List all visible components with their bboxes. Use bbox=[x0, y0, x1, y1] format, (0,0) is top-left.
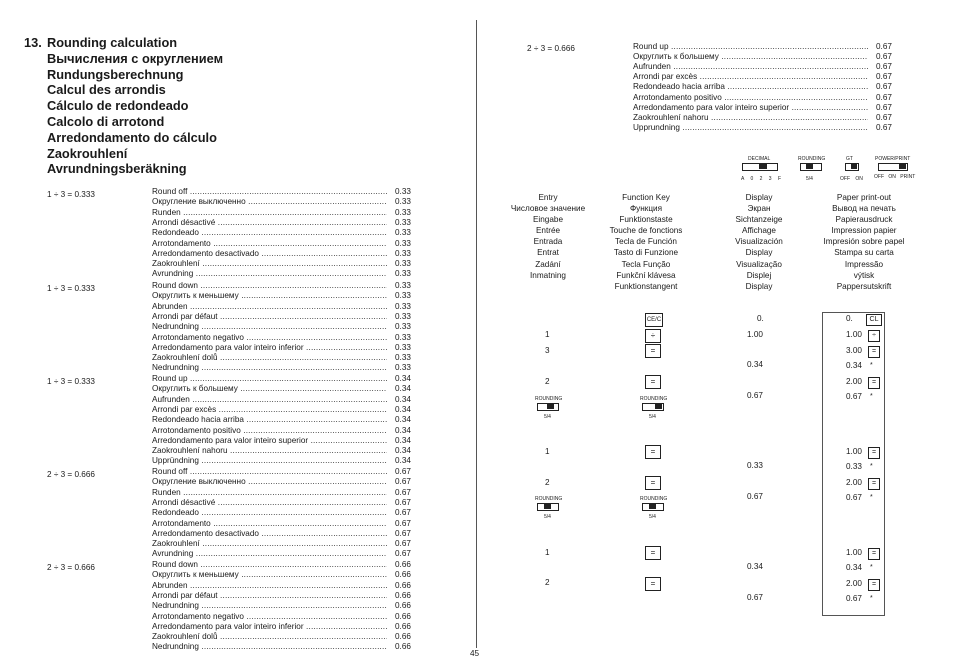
row-value: 0.33 bbox=[395, 301, 411, 311]
section-title-8: Avrundningsberäkning bbox=[47, 161, 187, 177]
row-label: Avrundning ..... bbox=[152, 549, 387, 559]
header-entry-line: Числовое значение bbox=[510, 204, 586, 214]
rounding-switch-knob bbox=[649, 503, 656, 509]
star-mark: * bbox=[870, 463, 873, 470]
table-row bbox=[152, 197, 432, 207]
entry-value: 1 bbox=[545, 548, 550, 557]
header-function-line: Function Key bbox=[622, 193, 670, 202]
table-row bbox=[633, 93, 913, 103]
row-label: Округление выключенно ..... bbox=[152, 197, 387, 207]
row-label: Arrotondamento ..... bbox=[152, 519, 387, 529]
row-value: 0.34 bbox=[395, 394, 411, 404]
row-value: 0.33 bbox=[395, 207, 411, 217]
table-row bbox=[152, 436, 432, 446]
row-value: 0.34 bbox=[395, 446, 411, 456]
row-value: 0.33 bbox=[395, 281, 411, 290]
display-value: 0.67 bbox=[747, 492, 763, 501]
row-value: 0.67 bbox=[395, 477, 411, 487]
table-row bbox=[152, 456, 432, 466]
row-label: Zaokrouhlení nahoru ..... bbox=[152, 446, 387, 456]
row-value: 0.67 bbox=[876, 102, 892, 112]
entry-value: 1 bbox=[545, 330, 550, 339]
table-row bbox=[152, 560, 432, 570]
equals-key[interactable]: = bbox=[645, 577, 661, 591]
row-label: Round up ..... bbox=[633, 42, 868, 52]
table-row bbox=[633, 82, 913, 92]
row-value: 0.34 bbox=[395, 425, 411, 435]
row-value: 0.67 bbox=[876, 122, 892, 132]
row-value: 0.67 bbox=[395, 518, 411, 528]
table-row bbox=[152, 591, 432, 601]
table-row bbox=[633, 72, 913, 82]
table-row bbox=[633, 103, 913, 113]
group-expression: 1 ÷ 3 = 0.333 bbox=[47, 190, 95, 199]
table-row bbox=[633, 123, 913, 133]
table-row bbox=[152, 363, 432, 373]
star-mark: * bbox=[870, 393, 873, 400]
row-value: 0.33 bbox=[395, 197, 411, 207]
row-value: 0.66 bbox=[395, 560, 411, 569]
row-label: Arredondamento para valor inteiro inferior ..... bbox=[152, 343, 387, 353]
equals-key[interactable]: = bbox=[645, 375, 661, 389]
tape-value: 0.34 bbox=[846, 563, 862, 572]
table-row bbox=[152, 508, 432, 518]
row-value: 0.66 bbox=[395, 580, 411, 590]
header-display-line: Экран bbox=[747, 204, 771, 214]
row-label: Arrondi par excès ..... bbox=[633, 72, 868, 82]
section-title-3: Calcul des arrondis bbox=[47, 82, 166, 98]
tape-value: 0.67 bbox=[846, 392, 862, 401]
row-label: Arredondamento para valor inteiro inferior ..... bbox=[152, 622, 387, 632]
row-value: 0.67 bbox=[395, 528, 411, 538]
header-function-line: Funkční klávesa bbox=[616, 270, 676, 280]
decimal-switch-label: DECIMAL bbox=[748, 156, 771, 162]
row-label: Round down ..... bbox=[152, 560, 387, 570]
tape-value: 0.67 bbox=[846, 594, 862, 603]
row-label: Nedrundning ..... bbox=[152, 363, 387, 373]
header-function-line: Touche de fonctions bbox=[609, 226, 683, 236]
table-row bbox=[152, 249, 432, 259]
rounding-switch-label: ROUNDING bbox=[535, 496, 563, 502]
tape-key-mark: = bbox=[868, 579, 880, 591]
group-expression: 1 ÷ 3 = 0.333 bbox=[47, 284, 95, 293]
row-value: 0.33 bbox=[395, 238, 411, 248]
display-value: 0.67 bbox=[747, 593, 763, 602]
row-value: 0.33 bbox=[395, 269, 411, 279]
header-display-line: Visualización bbox=[735, 237, 783, 247]
table-row bbox=[633, 52, 913, 62]
table-row bbox=[152, 333, 432, 343]
display-value: 0.34 bbox=[747, 360, 763, 369]
tape-key-mark: CL bbox=[866, 314, 882, 326]
row-value: 0.66 bbox=[395, 570, 411, 580]
row-value: 0.34 bbox=[395, 384, 411, 394]
divide-key[interactable]: ÷ bbox=[645, 329, 661, 343]
row-label: Round up ..... bbox=[152, 374, 387, 384]
row-label: Arrondi par défaut ..... bbox=[152, 591, 387, 601]
entry-value: 3 bbox=[545, 346, 550, 355]
row-label: Zaokrouhlení ..... bbox=[152, 539, 387, 549]
header-entry-line: Eingabe bbox=[532, 215, 564, 225]
section-title-4: Cálculo de redondeado bbox=[47, 98, 189, 114]
table-row bbox=[152, 549, 432, 559]
row-value: 0.33 bbox=[395, 217, 411, 227]
entry-value: 2 bbox=[545, 578, 550, 587]
rounding-switch-marks: 5/4 bbox=[544, 414, 551, 420]
header-function-line: Tecla Função bbox=[621, 259, 671, 269]
row-label: Runden ..... bbox=[152, 208, 387, 218]
table-row bbox=[152, 269, 432, 279]
table-row bbox=[633, 42, 913, 52]
header-paper bbox=[804, 192, 924, 292]
header-function-line: Tecla de Función bbox=[615, 237, 677, 247]
table-row bbox=[152, 239, 432, 249]
row-label: Aufrunden ..... bbox=[152, 395, 387, 405]
section-title-7: Zaokrouhlení bbox=[47, 145, 128, 161]
table-row bbox=[152, 343, 432, 353]
tape-value: 0.33 bbox=[846, 462, 862, 471]
header-paper-line: Stampa su carta bbox=[834, 248, 894, 258]
row-value: 0.67 bbox=[876, 82, 892, 92]
header-entry-line: Entry bbox=[538, 193, 558, 202]
row-label: Arrotondamento positivo ..... bbox=[152, 426, 387, 436]
tape-key-mark: = bbox=[868, 377, 880, 389]
row-label: Округлить к меньшему ..... bbox=[152, 570, 387, 580]
header-function-line: Funktionstangent bbox=[614, 281, 678, 291]
header-paper-line: Pappersutskrift bbox=[836, 281, 892, 291]
row-label: Arrotondamento positivo ..... bbox=[633, 93, 868, 103]
entry-value: 2 bbox=[545, 478, 550, 487]
rounding-switch-knob bbox=[544, 503, 551, 509]
tape-value: 0.67 bbox=[846, 493, 862, 502]
row-value: 0.67 bbox=[876, 112, 892, 122]
table-row bbox=[152, 312, 432, 322]
table-row bbox=[152, 187, 432, 197]
row-label: Zaokrouhlení nahoru ..... bbox=[633, 113, 868, 123]
section-title-1: Вычисления с округлением bbox=[47, 50, 224, 66]
table-row bbox=[152, 581, 432, 591]
row-label: Округлить к большему ..... bbox=[152, 384, 387, 394]
table-row bbox=[152, 612, 432, 622]
row-value: 0.33 bbox=[395, 332, 411, 342]
header-display-line: Sichtanzeige bbox=[735, 215, 783, 225]
display-value: 0.33 bbox=[747, 461, 763, 470]
table-row bbox=[152, 302, 432, 312]
row-value: 0.34 bbox=[395, 435, 411, 445]
section-title-5: Calcolo di arrotond bbox=[47, 114, 165, 129]
table-row bbox=[152, 467, 432, 477]
row-value: 0.33 bbox=[395, 353, 411, 363]
power-switch-marks: OFF ON PRINT bbox=[874, 174, 916, 180]
table-row bbox=[633, 62, 913, 72]
row-value: 0.67 bbox=[395, 497, 411, 507]
table-row bbox=[152, 622, 432, 632]
rounding-switch-marks: 5/4 bbox=[806, 176, 813, 182]
equals-key[interactable]: = bbox=[645, 546, 661, 560]
header-function-line: Funktionstaste bbox=[619, 215, 673, 225]
row-label: Arrondi par défaut ..... bbox=[152, 312, 387, 322]
header-display-line: Display bbox=[745, 193, 773, 202]
display-value: 0. bbox=[757, 314, 764, 323]
clear-key[interactable]: CE/C bbox=[645, 313, 663, 327]
rounding-switch-label: ROUNDING bbox=[640, 396, 668, 402]
star-mark: * bbox=[870, 362, 873, 369]
row-label: Zaokrouhlení dolů ..... bbox=[152, 353, 387, 363]
row-label: Uppründning ..... bbox=[152, 456, 387, 466]
table-row bbox=[152, 498, 432, 508]
row-value: 0.66 bbox=[395, 632, 411, 642]
row-label: Nedrundning ..... bbox=[152, 601, 387, 611]
row-value: 0.67 bbox=[876, 62, 892, 72]
entry-value: 2 bbox=[545, 377, 550, 386]
row-label: Arredondamento desactivado ..... bbox=[152, 529, 387, 539]
row-label: Округлить к большему ..... bbox=[633, 52, 868, 62]
rounding-switch-label: ROUNDING bbox=[798, 156, 826, 162]
header-entry-line: Entrada bbox=[533, 237, 563, 247]
table-row bbox=[152, 426, 432, 436]
tape-value: 2.00 bbox=[846, 377, 862, 386]
section-title-0: Rounding calculation bbox=[47, 35, 178, 50]
row-value: 0.34 bbox=[395, 404, 411, 414]
tape-key-mark: = bbox=[868, 478, 880, 490]
row-value: 0.33 bbox=[395, 363, 411, 373]
star-mark: * bbox=[870, 595, 873, 602]
header-paper-line: Paper print-out bbox=[836, 193, 892, 202]
table-row bbox=[152, 539, 432, 549]
row-value: 0.66 bbox=[395, 642, 411, 652]
row-label: Round down ..... bbox=[152, 281, 387, 291]
row-value: 0.33 bbox=[395, 322, 411, 332]
row-value: 0.67 bbox=[395, 487, 411, 497]
rounding-switch-marks: 5/4 bbox=[544, 514, 551, 520]
page-divider bbox=[476, 20, 477, 648]
table-row bbox=[152, 208, 432, 218]
table-row bbox=[152, 259, 432, 269]
display-value: 0.67 bbox=[747, 391, 763, 400]
row-label: Round off ..... bbox=[152, 187, 387, 197]
tape-key-mark: = bbox=[868, 447, 880, 459]
row-value: 0.67 bbox=[395, 539, 411, 549]
tape-value: 2.00 bbox=[846, 478, 862, 487]
header-entry-line: Inmatning bbox=[530, 270, 566, 280]
header-paper-line: výtisk bbox=[853, 270, 875, 280]
power-switch-label: POWER/PRINT bbox=[875, 156, 911, 162]
tape-value: 0. bbox=[846, 314, 853, 323]
table-row bbox=[152, 570, 432, 580]
table-row bbox=[152, 228, 432, 238]
tape-key-mark: ÷ bbox=[868, 330, 880, 342]
table-row bbox=[152, 374, 432, 384]
rounding-switch-marks: 5/4 bbox=[649, 414, 656, 420]
header-paper-line: Вывод на печать bbox=[832, 204, 896, 214]
row-label: Arrondi par excès ..... bbox=[152, 405, 387, 415]
row-value: 0.66 bbox=[395, 611, 411, 621]
row-label: Arrondi désactivé ..... bbox=[152, 218, 387, 228]
header-paper-line: Papierausdruck bbox=[835, 215, 893, 225]
table-row bbox=[152, 529, 432, 539]
table-row bbox=[152, 415, 432, 425]
header-entry-line: Entrée bbox=[535, 226, 561, 236]
row-value: 0.66 bbox=[395, 590, 411, 600]
header-display-line: Visualização bbox=[736, 259, 782, 269]
star-mark: * bbox=[870, 564, 873, 571]
table-row bbox=[152, 384, 432, 394]
row-value: 0.34 bbox=[395, 456, 411, 466]
section-number: 13. bbox=[24, 35, 42, 50]
row-label: Arrondi désactivé ..... bbox=[152, 498, 387, 508]
row-value: 0.67 bbox=[395, 508, 411, 518]
rounding-switch-knob bbox=[655, 403, 662, 409]
table-row bbox=[152, 488, 432, 498]
table-row bbox=[152, 519, 432, 529]
paper-tape bbox=[822, 312, 885, 616]
row-label: Arredondamento desactivado ..... bbox=[152, 249, 387, 259]
equals-key[interactable]: = bbox=[645, 476, 661, 490]
table-row bbox=[152, 281, 432, 291]
row-label: Nedrundning ..... bbox=[152, 642, 387, 652]
header-display-line: Display bbox=[745, 281, 773, 291]
row-label: Округлить к меньшему ..... bbox=[152, 291, 387, 301]
header-function-line: Tasto di Funzione bbox=[613, 248, 679, 258]
row-label: Redondeado ..... bbox=[152, 508, 387, 518]
row-label: Redondeado hacia arriba ..... bbox=[152, 415, 387, 425]
row-label: Nedrundning ..... bbox=[152, 322, 387, 332]
gt-switch-marks: OFF ON bbox=[840, 176, 863, 182]
display-value: 0.34 bbox=[747, 562, 763, 571]
row-value: 0.66 bbox=[395, 601, 411, 611]
row-value: 0.66 bbox=[395, 621, 411, 631]
row-label: Upprundning ..... bbox=[633, 123, 868, 133]
row-label: Arrotondamento negativo ..... bbox=[152, 612, 387, 622]
table-row bbox=[152, 642, 432, 652]
row-value: 0.33 bbox=[395, 248, 411, 258]
row-label: Abrunden ..... bbox=[152, 581, 387, 591]
row-value: 0.67 bbox=[876, 42, 892, 51]
row-label: Zaokrouhlení ..... bbox=[152, 259, 387, 269]
equals-key[interactable]: = bbox=[645, 344, 661, 358]
table-row bbox=[152, 322, 432, 332]
tape-value: 3.00 bbox=[846, 346, 862, 355]
rounding-switch-knob bbox=[547, 403, 554, 409]
tape-key-mark: = bbox=[868, 548, 880, 560]
header-entry-line: Zadání bbox=[535, 259, 561, 269]
row-label: Runden ..... bbox=[152, 488, 387, 498]
row-label: Zaokrouhlení dolů ..... bbox=[152, 632, 387, 642]
header-display-line: Displej bbox=[746, 270, 772, 280]
display-value: 1.00 bbox=[747, 330, 763, 339]
header-display-line: Affichage bbox=[742, 226, 776, 236]
equals-key[interactable]: = bbox=[645, 445, 661, 459]
row-value: 0.67 bbox=[395, 467, 411, 476]
row-value: 0.34 bbox=[395, 415, 411, 425]
decimal-switch-knob bbox=[759, 163, 767, 169]
row-value: 0.67 bbox=[876, 72, 892, 82]
row-label: Arredondamento para valor inteiro superior ..... bbox=[152, 436, 387, 446]
tape-value: 1.00 bbox=[846, 447, 862, 456]
row-value: 0.33 bbox=[395, 187, 411, 196]
header-function-line: Функция bbox=[629, 204, 663, 214]
row-label: Aufrunden ..... bbox=[633, 62, 868, 72]
group-expression: 2 ÷ 3 = 0.666 bbox=[47, 563, 95, 572]
header-paper-line: Impresión sobre papel bbox=[823, 237, 905, 247]
header-function bbox=[586, 192, 706, 292]
page-number: 45 bbox=[470, 649, 480, 658]
row-label: Округление выключенно ..... bbox=[152, 477, 387, 487]
row-label: Arredondamento para valor inteiro superior ..... bbox=[633, 103, 868, 113]
star-mark: * bbox=[870, 494, 873, 501]
row-value: 0.67 bbox=[876, 52, 892, 62]
row-label: Redondeado ..... bbox=[152, 228, 387, 238]
tape-value: 2.00 bbox=[846, 579, 862, 588]
decimal-switch-marks: A 0 2 3 F bbox=[741, 176, 784, 182]
gt-switch-label: GT bbox=[846, 156, 853, 162]
group-expression: 2 ÷ 3 = 0.666 bbox=[47, 470, 95, 479]
group-expression: 1 ÷ 3 = 0.333 bbox=[47, 377, 95, 386]
tape-value: 0.34 bbox=[846, 361, 862, 370]
table-row bbox=[152, 395, 432, 405]
row-value: 0.33 bbox=[395, 228, 411, 238]
header-paper-line: Impressão bbox=[844, 259, 884, 269]
tape-key-mark: = bbox=[868, 346, 880, 358]
table-row bbox=[152, 601, 432, 611]
tape-value: 1.00 bbox=[846, 330, 862, 339]
section-title-2: Rundungsberechnung bbox=[47, 66, 184, 82]
row-value: 0.33 bbox=[395, 259, 411, 269]
row-label: Round off ..... bbox=[152, 467, 387, 477]
row-value: 0.33 bbox=[395, 311, 411, 321]
row-value: 0.33 bbox=[395, 342, 411, 352]
row-label: Redondeado hacia arriba ..... bbox=[633, 82, 868, 92]
table-row bbox=[152, 291, 432, 301]
header-paper-line: Impression papier bbox=[831, 226, 897, 236]
rounding-switch-label: ROUNDING bbox=[535, 396, 563, 402]
table-row bbox=[152, 218, 432, 228]
row-value: 0.67 bbox=[395, 549, 411, 559]
row-value: 0.34 bbox=[395, 374, 411, 383]
power-switch-knob bbox=[899, 163, 906, 169]
group-expression: 2 ÷ 3 = 0.666 bbox=[527, 44, 575, 53]
table-row bbox=[633, 113, 913, 123]
header-display bbox=[699, 192, 819, 292]
table-row bbox=[152, 477, 432, 487]
table-row bbox=[152, 405, 432, 415]
row-label: Avrundning ..... bbox=[152, 269, 387, 279]
rounding-switch-marks: 5/4 bbox=[649, 514, 656, 520]
rounding-switch-knob bbox=[806, 163, 813, 169]
row-value: 0.33 bbox=[395, 291, 411, 301]
row-value: 0.67 bbox=[876, 92, 892, 102]
gt-switch-knob bbox=[851, 163, 857, 169]
entry-value: 1 bbox=[545, 447, 550, 456]
table-row bbox=[152, 353, 432, 363]
row-label: Abrunden ..... bbox=[152, 302, 387, 312]
tape-value: 1.00 bbox=[846, 548, 862, 557]
table-row bbox=[152, 632, 432, 642]
table-row bbox=[152, 446, 432, 456]
header-display-line: Display bbox=[745, 248, 773, 258]
header-entry-line: Entrat bbox=[537, 248, 559, 258]
row-label: Arrotondamento ..... bbox=[152, 239, 387, 249]
row-label: Arrotondamento negativo ..... bbox=[152, 333, 387, 343]
rounding-switch-label: ROUNDING bbox=[640, 496, 668, 502]
section-title-6: Arredondamento do cálculo bbox=[47, 129, 217, 145]
